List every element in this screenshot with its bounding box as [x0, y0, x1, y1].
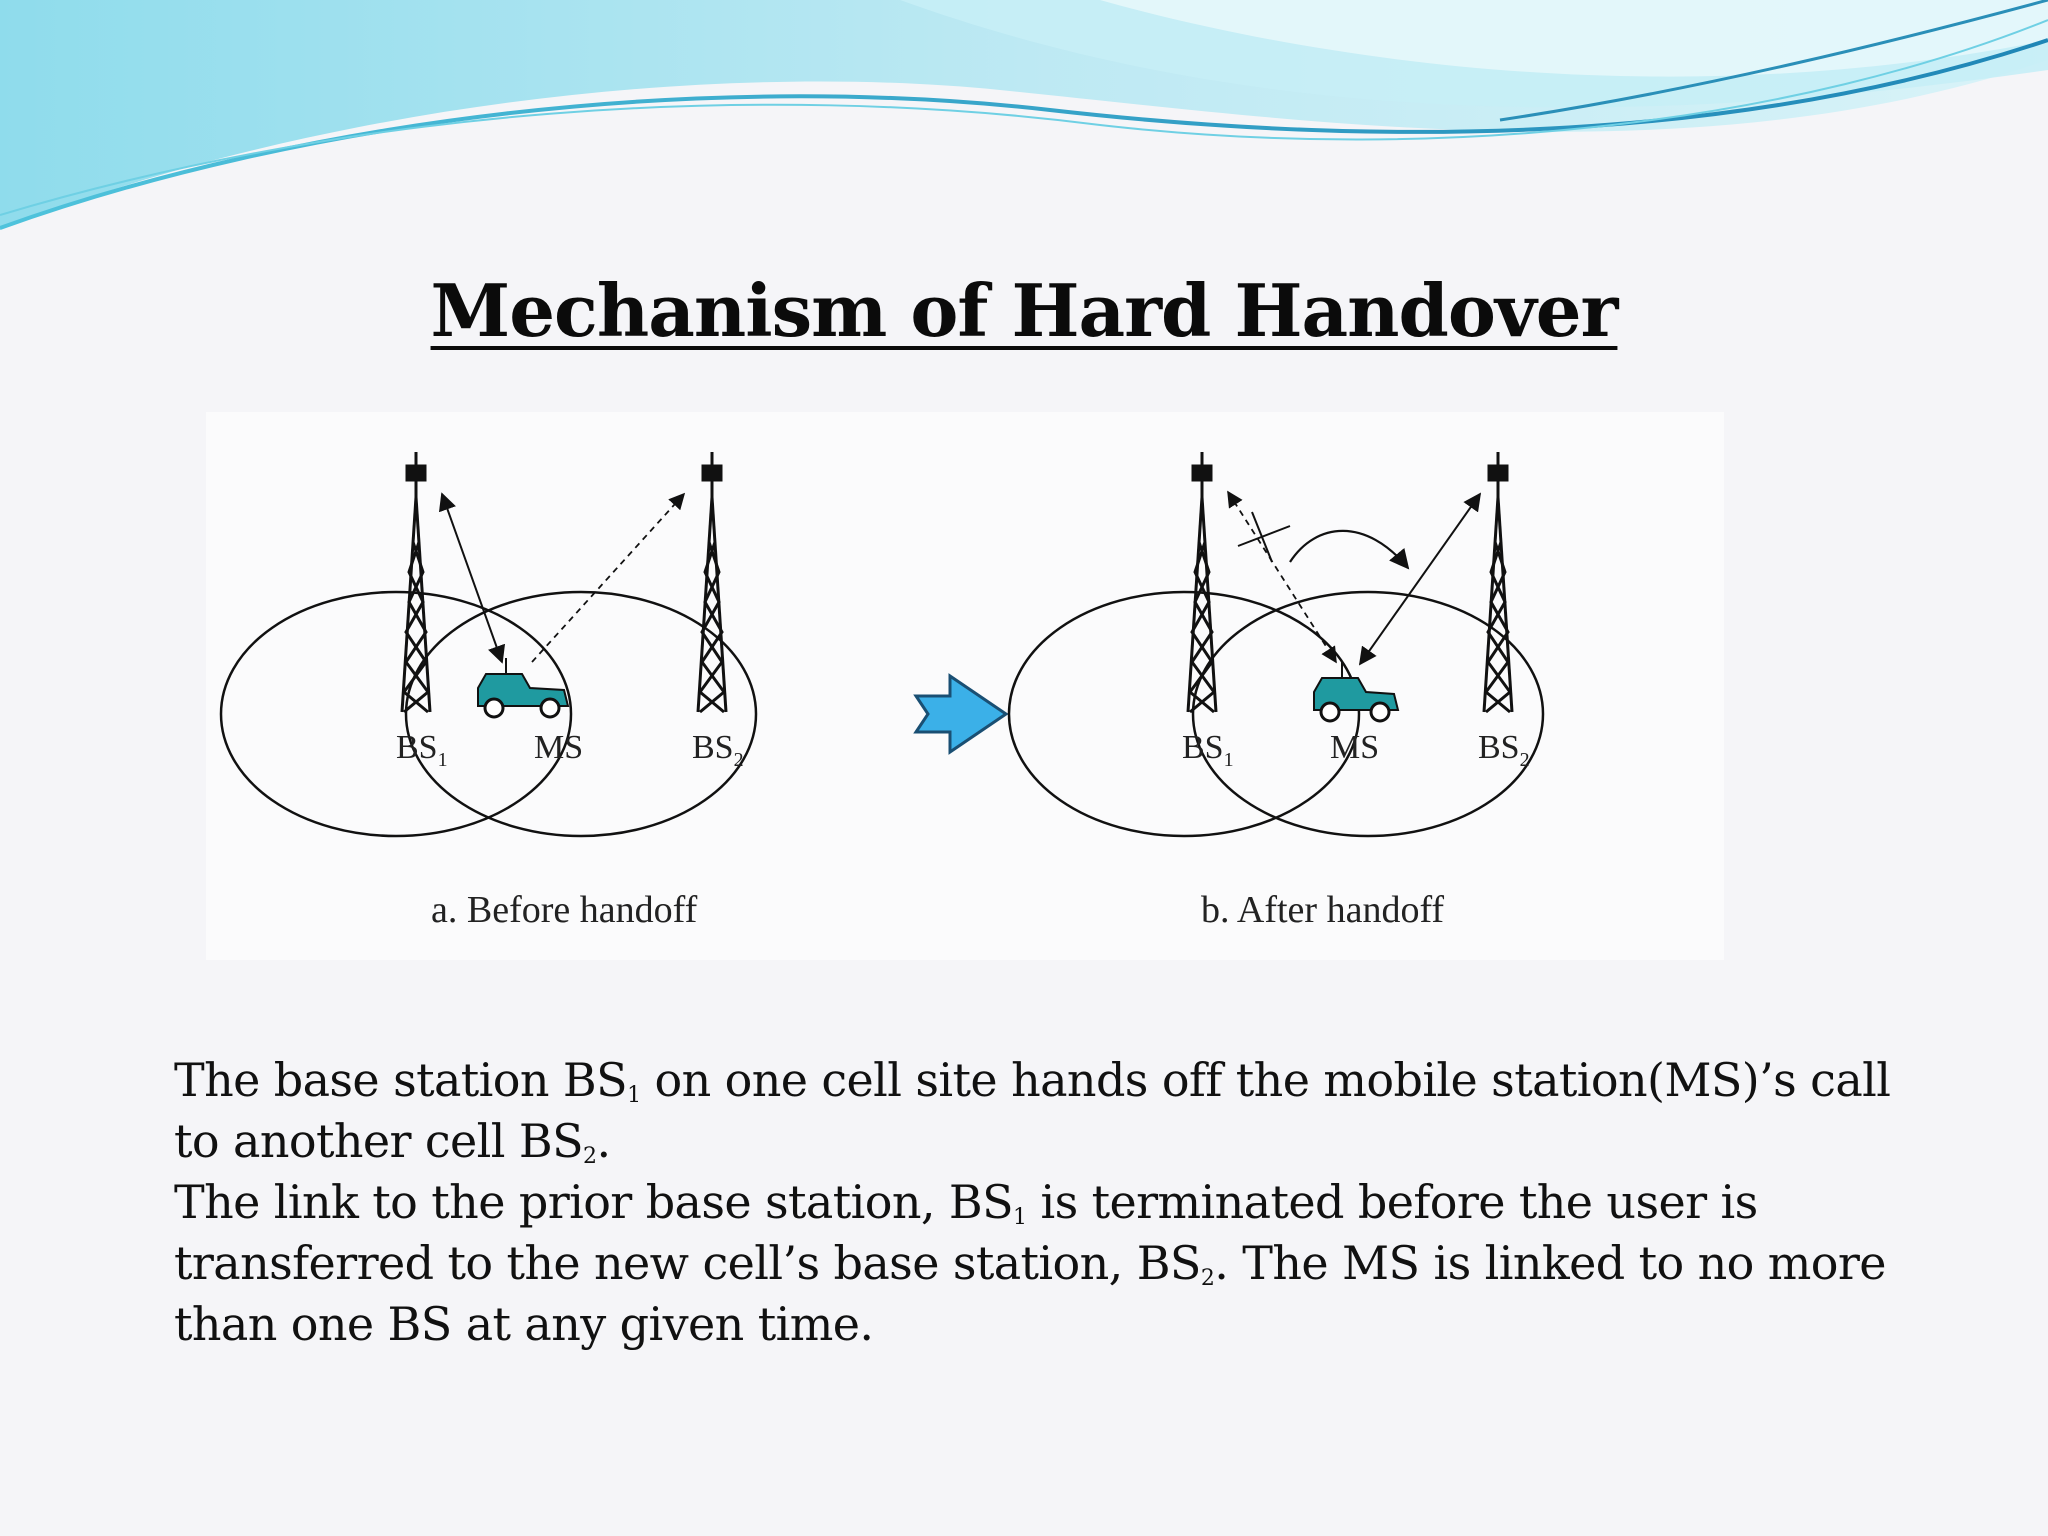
- panel-before-handoff: [221, 452, 756, 931]
- cell-bs1-after: [1009, 592, 1359, 836]
- panel-after-handoff: [1009, 452, 1543, 931]
- label-bs1-after: $BS_1$: [1182, 729, 1234, 771]
- handover-diagram: [206, 412, 1724, 960]
- link-break-cross-icon: [1238, 512, 1290, 562]
- handoff-curved-arrow: [1290, 531, 1408, 568]
- caption-after-handoff: b. After handoff: [1201, 889, 1445, 931]
- transition-arrow-icon: [916, 676, 1006, 752]
- description-paragraph-2: The link to the prior base station, $BS_1$ is terminated before the user is transferred to the new cell’s base station, $BS_2$. The MS is linked to no more than one BS at any given time.: [174, 1175, 1886, 1351]
- description-paragraph-1: The base station $BS_1$ on one cell site hands off the mobile station(MS)’s call to another cell $BS_2$.: [174, 1053, 1891, 1169]
- label-ms-after: MS: [1330, 729, 1380, 766]
- link-bs1-ms-solid: [442, 494, 502, 662]
- link-ms-bs2-dashed: [532, 494, 684, 662]
- tower-bs2-icon: [698, 452, 726, 712]
- label-bs2-before: $BS_2$: [692, 729, 744, 771]
- slide-title: Mechanism of Hard Handover: [430, 268, 1618, 353]
- cell-bs1-before: [221, 592, 571, 836]
- mobile-station-car-icon: [478, 658, 568, 717]
- label-ms-before: MS: [534, 729, 584, 766]
- label-bs1-before: $BS_1$: [396, 729, 448, 771]
- caption-before-handoff: a. Before handoff: [431, 889, 698, 931]
- link-ms-bs2-solid: [1360, 494, 1480, 664]
- header-wave-decoration: [0, 0, 2048, 240]
- description-text: [174, 1050, 1894, 1355]
- mobile-station-car-icon: [1314, 662, 1398, 721]
- label-bs2-after: $BS_2$: [1478, 729, 1530, 771]
- tower-bs2-icon: [1484, 452, 1512, 712]
